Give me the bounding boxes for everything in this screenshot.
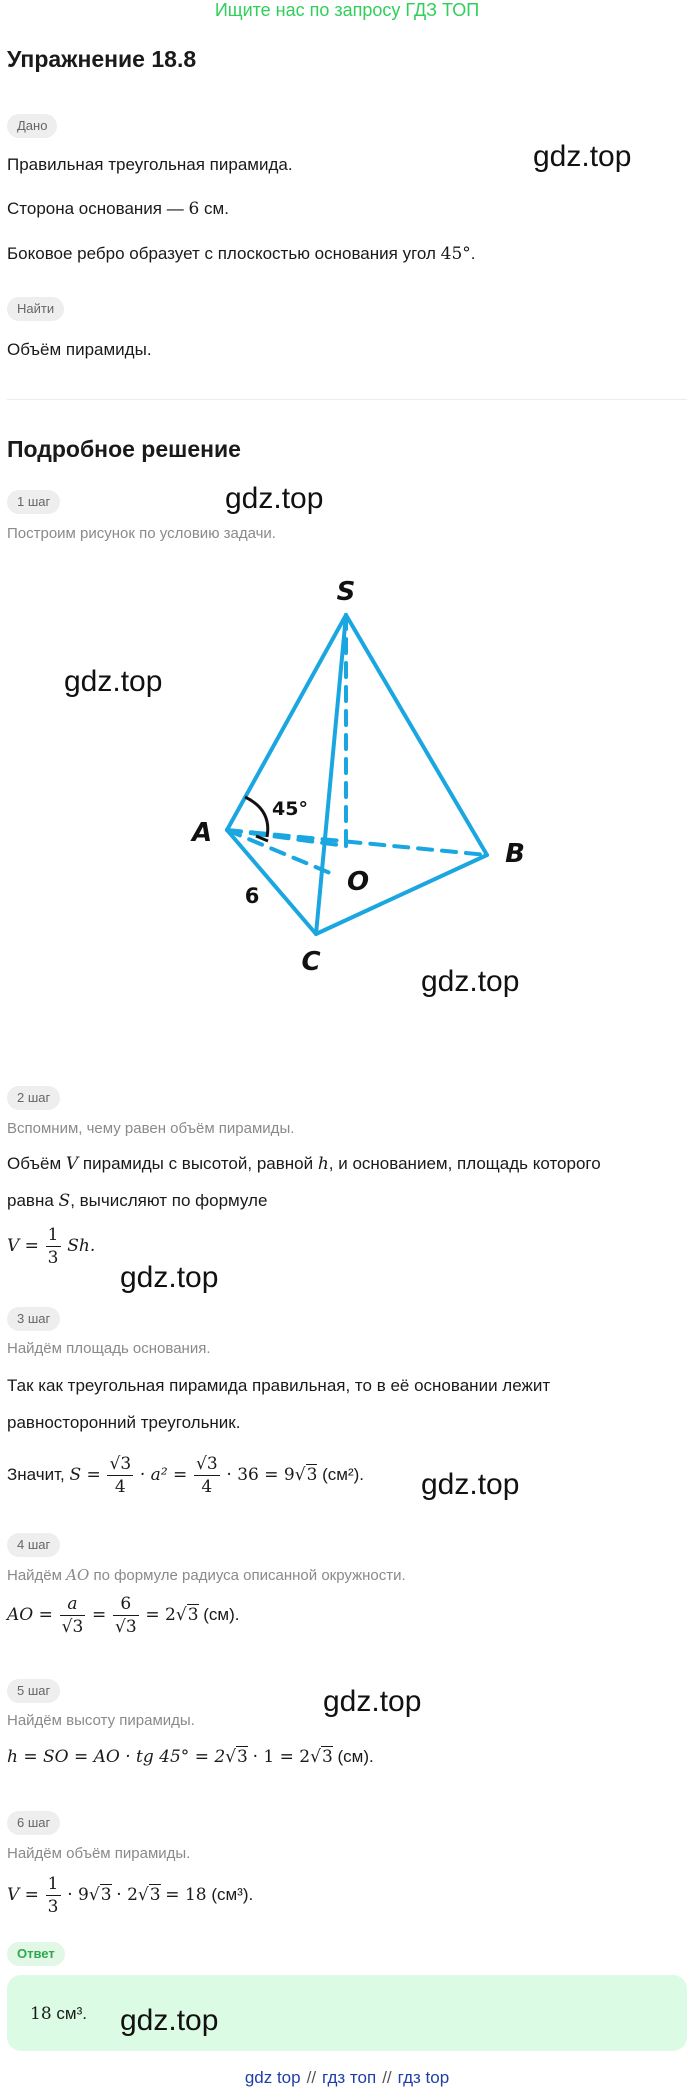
- pyramid-figure: [0, 560, 694, 1000]
- label-O: O: [346, 867, 370, 897]
- angle-value: 45°: [440, 244, 471, 264]
- step3-line-2: равносторонний треугольник.: [7, 1413, 241, 1432]
- area-fraction-1: [107, 1453, 133, 1498]
- step2-line-2: [7, 1190, 267, 1212]
- step4-text-a: Найдём: [7, 1567, 62, 1584]
- area-formula-mid-1: · a² =: [139, 1464, 188, 1485]
- frac-denominator: 3: [47, 1248, 59, 1268]
- step3-line-1: Так как треугольная пирамида правильная, то в её основании лежит: [7, 1376, 551, 1395]
- final-formula-mid-1: · 9: [67, 1884, 89, 1905]
- frac-denominator: 3: [47, 1897, 59, 1917]
- watermark: gdz.top: [421, 1468, 520, 1501]
- answer-value: [30, 2003, 87, 2025]
- frac-denominator: √3: [61, 1617, 84, 1637]
- volume-formula-rhs: Sh.: [67, 1235, 96, 1256]
- step5-text: Найдём высоту пирамиды.: [7, 1712, 195, 1729]
- sqrt-radicand: 3: [321, 1747, 333, 1767]
- step1-badge-label: 1 шаг: [7, 490, 60, 514]
- step5-badge-label: 5 шаг: [7, 1679, 60, 1703]
- label-S: S: [336, 577, 356, 607]
- sqrt-radicand: 3: [306, 1464, 318, 1485]
- height-formula-main: h = SO = AO · tg 45° = 2: [7, 1747, 226, 1767]
- edge-AC: [227, 830, 316, 934]
- watermark: gdz.top: [120, 1261, 219, 1294]
- frac-denominator: 4: [114, 1477, 126, 1497]
- var-h: h: [317, 1154, 329, 1174]
- edge-SB: [346, 615, 487, 855]
- radius-formula-lhs: AO =: [7, 1604, 53, 1625]
- area-formula-unit: (см²).: [322, 1464, 365, 1484]
- watermark: gdz.top: [421, 965, 520, 998]
- final-volume-formula: V = $\frac{1}{3}$ · 9√3 · 2√3 = 18 (см³).: [7, 1874, 254, 1917]
- watermark: gdz.top: [120, 2004, 219, 2037]
- step2-line-1-a: Объём: [7, 1154, 62, 1173]
- final-formula-unit: (см³).: [211, 1884, 254, 1904]
- var-AO: AO: [66, 1566, 90, 1584]
- find-badge: [7, 297, 64, 321]
- final-formula-mid-2: · 2: [116, 1884, 138, 1905]
- step2-line-2-a: равна: [7, 1191, 54, 1210]
- footer-separator: //: [306, 2068, 317, 2087]
- given-line-2-text: Сторона основания —: [7, 199, 184, 218]
- height-formula: h = SO = AO · tg 45° = 2√3 · 1 = 2√3 (см).: [7, 1747, 374, 1767]
- step2-badge: [7, 1086, 60, 1110]
- volume-formula: [7, 1224, 95, 1269]
- footer-separator: //: [382, 2068, 392, 2087]
- step3-badge-label: 3 шаг: [7, 1307, 60, 1331]
- final-formula-fraction: [46, 1873, 61, 1918]
- step6-badge-label: 6 шаг: [7, 1811, 60, 1835]
- watermark: gdz.top: [533, 140, 632, 173]
- frac-numerator: a: [60, 1593, 86, 1616]
- given-line-2-unit: см.: [204, 199, 229, 218]
- frac-denominator: √3: [114, 1617, 137, 1637]
- step6-badge: [7, 1811, 60, 1835]
- angle-label: 45°: [272, 798, 308, 820]
- step2-line-1-c: , и основанием, площадь которого: [328, 1154, 601, 1173]
- step5-badge: [7, 1679, 60, 1703]
- footer-link-gdz-top[interactable]: gdz top: [244, 2068, 301, 2087]
- radius-formula-rhs: = 2: [145, 1604, 176, 1625]
- footer-link-gdz-top-mixed[interactable]: гдз top: [397, 2068, 450, 2087]
- step3-text: Найдём площадь основания.: [7, 1340, 211, 1357]
- find-line: Объём пирамиды.: [7, 340, 152, 359]
- footer-links: [0, 2068, 694, 2088]
- step2-badge-label: 2 шаг: [7, 1086, 60, 1110]
- step2-line-1: [7, 1153, 601, 1175]
- answer-unit: см³.: [56, 2004, 87, 2023]
- sqrt-radicand: 3: [100, 1884, 112, 1905]
- sqrt-radicand: 3: [187, 1604, 199, 1625]
- edge-CB: [316, 855, 487, 934]
- frac-numerator: √3: [109, 1454, 132, 1474]
- area-formula-prefix: Значит,: [7, 1464, 65, 1484]
- given-line-3-text: Боковое ребро образует с плоскостью основания угол: [7, 244, 436, 263]
- step3-badge: [7, 1307, 60, 1331]
- solution-title: Подробное решение: [7, 436, 241, 462]
- given-line-1: Правильная треугольная пирамида.: [7, 155, 293, 174]
- given-badge: [7, 114, 57, 138]
- area-formula: Значит, S = $\frac{√3}{4}$ · a² = $\frac{√3}{4}$ · 36 = 9√3 (см²).: [7, 1454, 365, 1497]
- frac-numerator: 1: [47, 1874, 59, 1894]
- step4-text: [7, 1566, 406, 1584]
- final-formula-rhs: = 18: [165, 1884, 207, 1905]
- radius-fraction-2: [113, 1593, 139, 1638]
- given-line-3-end: .: [470, 244, 476, 263]
- answer-box: [7, 1975, 687, 2051]
- radius-formula: AO = $\frac{a}{√3}$ = $\frac{6}{√3}$ = 2√3 (см).: [7, 1594, 240, 1637]
- sqrt-radicand: 3: [149, 1884, 161, 1905]
- step1-text: Построим рисунок по условию задачи.: [7, 525, 276, 542]
- area-fraction-2: [194, 1453, 220, 1498]
- page-title: Упражнение 18.8: [7, 46, 197, 72]
- section-divider: [7, 399, 687, 400]
- step6-text: Найдём объём пирамиды.: [7, 1845, 191, 1862]
- var-S: S: [58, 1191, 71, 1211]
- given-line-3: [7, 243, 476, 265]
- watermark: gdz.top: [225, 482, 324, 515]
- step4-text-b: по формуле радиуса описанной окружности.: [93, 1567, 406, 1584]
- answer-badge-label: Ответ: [7, 1942, 65, 1966]
- step4-badge-label: 4 шаг: [7, 1533, 60, 1557]
- step4-badge: [7, 1533, 60, 1557]
- given-line-2: [7, 198, 229, 220]
- frac-numerator: √3: [196, 1454, 218, 1474]
- side-label: 6: [244, 884, 260, 908]
- find-badge-label: Найти: [7, 297, 64, 321]
- frac-numerator: 6: [113, 1593, 139, 1616]
- footer-link-gdz-top-ru[interactable]: гдз топ: [322, 2068, 377, 2087]
- radius-formula-eq: =: [92, 1604, 107, 1625]
- area-formula-mid-2: · 36 = 9: [226, 1464, 295, 1485]
- frac-numerator: 1: [47, 1225, 59, 1245]
- final-formula-lhs: V =: [7, 1884, 39, 1905]
- label-B: B: [505, 839, 525, 869]
- watermark: gdz.top: [323, 1685, 422, 1718]
- step1-badge: [7, 490, 60, 514]
- radius-formula-unit: (см).: [203, 1604, 240, 1624]
- watermark: gdz.top: [64, 665, 163, 698]
- label-C: C: [301, 947, 321, 977]
- step2-line-2-b: , вычисляют по формуле: [70, 1191, 268, 1210]
- side-length-value: 6: [188, 199, 200, 219]
- height-formula-mid: · 1 = 2: [252, 1747, 311, 1767]
- answer-badge: [7, 1942, 65, 1966]
- step2-line-1-b: пирамиды с высотой, равной: [82, 1154, 314, 1173]
- top-banner[interactable]: Ищите нас по запросу ГДЗ ТОП: [214, 0, 480, 20]
- label-A: A: [191, 818, 213, 848]
- volume-formula-fraction: [46, 1224, 61, 1269]
- frac-denominator: 4: [201, 1477, 213, 1497]
- volume-formula-lhs: V =: [7, 1235, 39, 1256]
- radius-fraction-1: [60, 1593, 86, 1638]
- sqrt-radicand: 3: [237, 1747, 248, 1767]
- given-badge-label: Дано: [7, 114, 57, 138]
- area-formula-lhs: S =: [69, 1464, 101, 1485]
- step2-text: Вспомним, чему равен объём пирамиды.: [7, 1120, 295, 1137]
- height-formula-unit: (см).: [337, 1747, 374, 1766]
- answer-number: 18: [30, 2004, 52, 2024]
- var-V: V: [65, 1154, 79, 1174]
